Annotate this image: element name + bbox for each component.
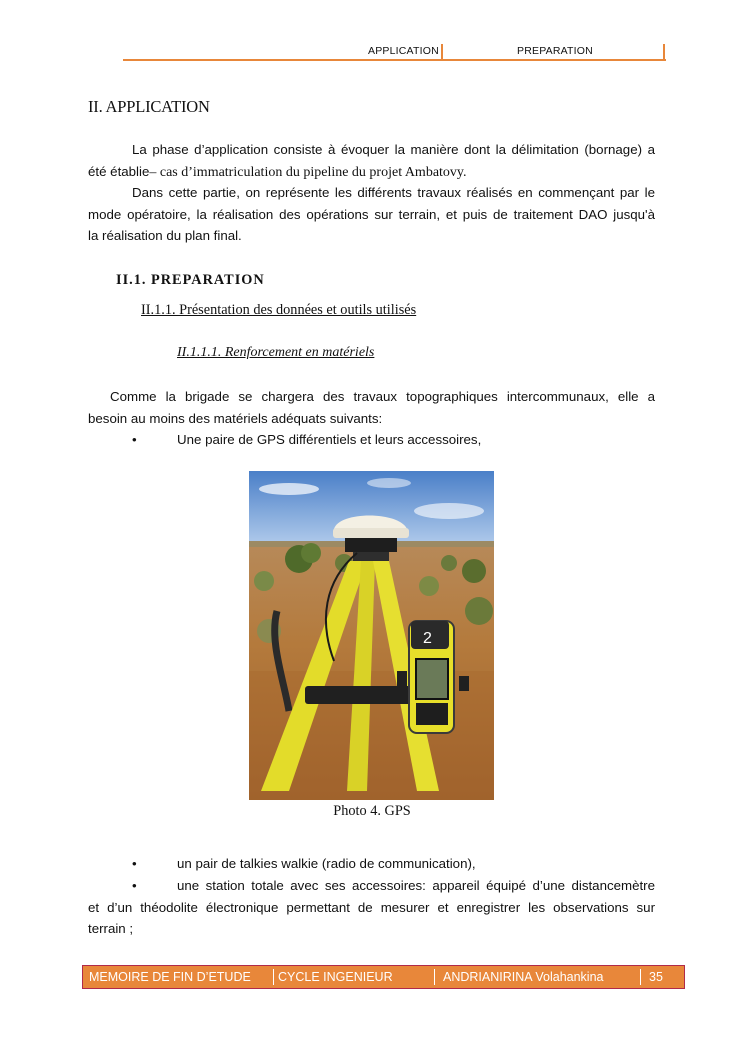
list-item <box>88 429 655 451</box>
heading-preparation: II.1. PREPARATION <box>116 272 265 288</box>
intro-p2-line1: Dans cette partie, on représente les différents travaux réalisés en commençant par le <box>132 185 655 200</box>
list-item <box>88 875 655 940</box>
header-subsection-label: PREPARATION <box>517 45 593 57</box>
intro-p1-line2a: été établie <box>88 163 150 179</box>
footer-page-number: 35 <box>649 970 663 984</box>
heading-renforcement: II.1.1.1. Renforcement en matériels <box>177 345 375 360</box>
intro-p2-line3: la réalisation du plan final. <box>88 228 242 243</box>
footer-separator <box>273 969 274 985</box>
materials-p-line1: Comme la brigade se chargera des travaux topographiques intercommunaux, elle a <box>110 389 655 404</box>
footer-author: ANDRIANIRINA Volahankina <box>443 970 604 984</box>
footer-bar <box>82 965 685 989</box>
bullet-text-talkies: un pair de talkies walkie (radio de communication), <box>177 856 476 871</box>
header-section-label: APPLICATION <box>368 45 439 57</box>
gps-photo <box>249 471 494 800</box>
materials-paragraph <box>88 386 655 429</box>
intro-p1-line2b: – cas d’immatriculation du pipeline du projet Ambatovy. <box>149 164 467 180</box>
heading-presentation: II.1.1. Présentation des données et outils utilisés <box>141 302 417 318</box>
heading-application: II. APPLICATION <box>88 97 210 116</box>
bullet-text-station-line3: terrain ; <box>88 921 134 936</box>
footer-separator <box>434 969 435 985</box>
materials-p-line2: besoin au moins des matériels adéquats suivants: <box>88 410 383 426</box>
bullet-text-station-line1: une station totale avec ses accessoires: appareil équipé d’une distancemètre <box>177 878 655 893</box>
bullet-icon: • <box>132 856 137 871</box>
footer-cycle: CYCLE INGENIEUR <box>278 970 393 984</box>
device-number: 2 <box>423 630 432 647</box>
header-rule <box>123 59 666 61</box>
bullet-text-gps: Une paire de GPS différentiels et leurs accessoires, <box>177 432 482 447</box>
bullet-text-station-line2: et d’un théodolite électronique permettant de mesurer et enregistrer les observations sur <box>88 899 655 915</box>
footer-title: MEMOIRE DE FIN D’ETUDE <box>89 970 251 984</box>
bullet-icon: • <box>132 432 137 447</box>
intro-p1-line1: La phase d’application consiste à évoquer la manière dont la délimitation (bornage) a <box>132 142 655 157</box>
bullet-icon: • <box>132 878 137 893</box>
intro-paragraph-2 <box>88 182 655 247</box>
intro-p2-line2: mode opératoire, la réalisation des opérations sur terrain, et puis de traitement DAO jusqu'à <box>88 206 655 222</box>
footer-separator <box>640 969 641 985</box>
photo-caption: Photo 4. GPS <box>333 803 411 819</box>
intro-paragraph-1 <box>88 139 655 183</box>
list-item <box>88 853 655 875</box>
